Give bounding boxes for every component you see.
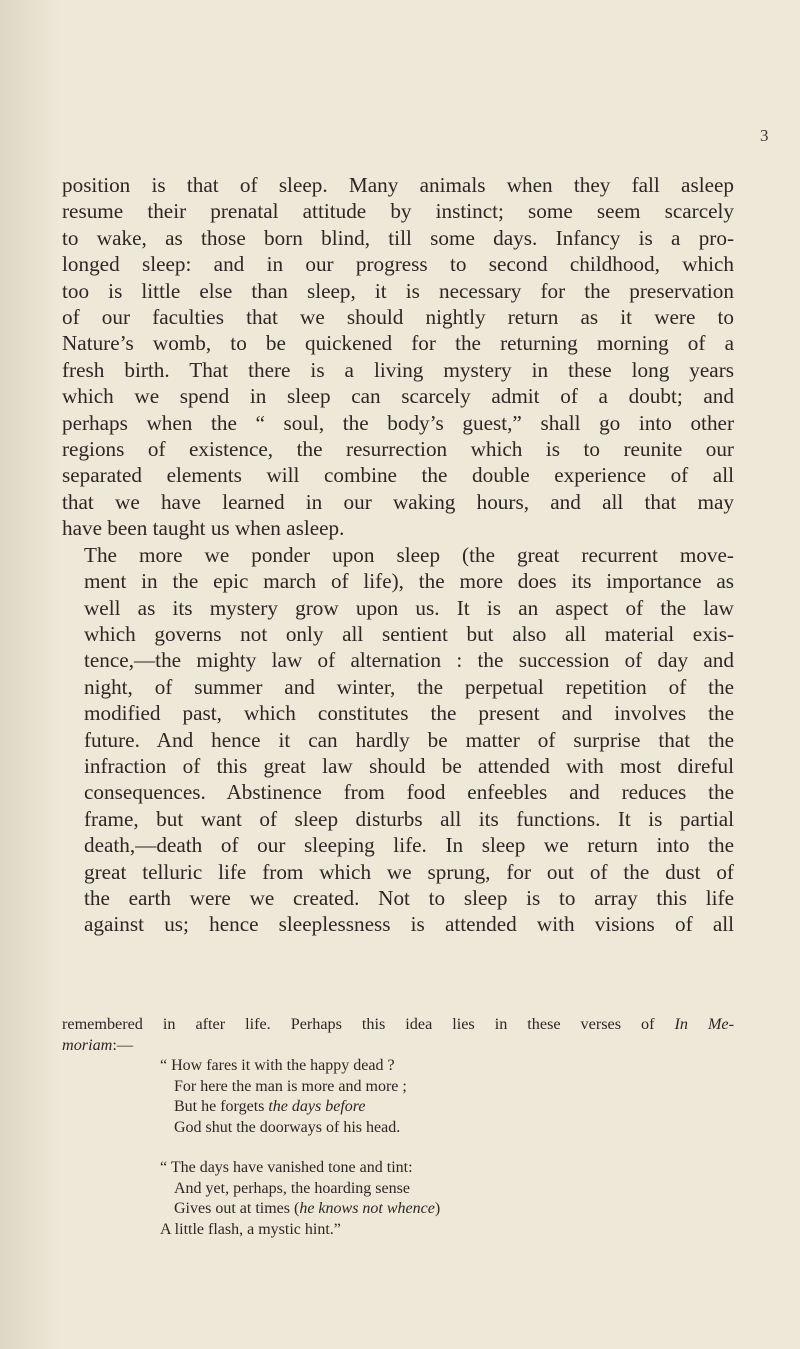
quote-intro — [62, 1014, 734, 1055]
text-line: separated elements will combine the double experience of all — [62, 463, 734, 488]
verse-line — [160, 1199, 660, 1220]
text-line: have been taught us when asleep. — [62, 516, 345, 541]
verse-line: “ The days have vanished tone and tint: — [160, 1159, 413, 1176]
quote-intro-text: :— — [112, 1035, 134, 1054]
verse-line: “ How fares it with the happy dead ? — [160, 1057, 395, 1074]
text-line: modified past, which constitutes the present and involves the — [84, 701, 734, 726]
verse-text: But he forgets — [174, 1098, 269, 1116]
text-line: to wake, as those born blind, till some days. Infancy is a pro- — [62, 225, 734, 250]
text-line: the earth were we created. Not to sleep is to array this life — [84, 885, 734, 910]
quote-intro-text: remembered in after life. Perhaps this idea lies in these verses of — [62, 1015, 655, 1033]
text-line: against us; hence sleeplessness is attended with visions of all — [84, 912, 734, 937]
text-line: longed sleep: and in our progress to second childhood, which — [62, 252, 734, 277]
text-line: resume their prenatal attitude by instinct; some seem scarcely — [62, 199, 734, 224]
text-line: regions of existence, the resurrection which is to reunite our — [62, 437, 734, 462]
verse-line: God shut the doorways of his head. — [174, 1118, 401, 1136]
text-line: future. And hence it can hardly be matter of surprise that the — [84, 727, 734, 752]
verse-line: And yet, perhaps, the hoarding sense — [174, 1179, 410, 1197]
text-line: position is that of sleep. Many animals when they fall asleep — [62, 173, 734, 197]
verse-italic: the days before — [268, 1098, 366, 1116]
text-line: that we have learned in our waking hours, and all that may — [62, 489, 734, 514]
text-line: which we spend in sleep can scarcely admit of a doubt; and — [62, 384, 734, 409]
text-line: frame, but want of sleep disturbs all its functions. It is partial — [84, 806, 734, 831]
poem-title-part: moriam — [62, 1035, 113, 1054]
poem-stanza-1 — [160, 1056, 660, 1138]
text-line: infraction of this great law should be attended with most direful — [84, 753, 734, 778]
verse-line: For here the man is more and more ; — [174, 1077, 407, 1095]
verse-italic: he knows not whence — [299, 1200, 435, 1218]
poem-title-part: In Me- — [674, 1015, 734, 1033]
page-number: 3 — [760, 126, 769, 145]
text-line: of our faculties that we should nightly return as it were to — [62, 305, 734, 330]
text-line: tence,—the mighty law of alternation : the succession of day and — [84, 648, 734, 673]
text-line: night, of summer and winter, the perpetual repetition of the — [84, 674, 734, 699]
text-line: perhaps when the “ soul, the body’s guest,” shall go into other — [62, 410, 734, 435]
text-line: fresh birth. That there is a living mystery in these long years — [62, 357, 734, 382]
quote-intro-line — [62, 1014, 734, 1035]
verse-line — [160, 1097, 660, 1118]
text-line: Nature’s womb, to be quickened for the returning morning of a — [62, 331, 734, 356]
main-text — [62, 172, 734, 938]
verse-line: A little flash, a mystic hint.” — [160, 1220, 341, 1238]
paragraph-1 — [62, 172, 734, 542]
text-line: death,—death of our sleeping life. In sleep we return into the — [84, 833, 734, 858]
verse-text: ) — [434, 1200, 441, 1218]
poem-stanza-2 — [160, 1158, 660, 1240]
text-line: too is little else than sleep, it is necessary for the preservation — [62, 278, 734, 303]
quote-intro-line — [62, 1035, 734, 1056]
verse-text: Gives out at times ( — [174, 1200, 300, 1218]
text-line: great telluric life from which we sprung, for out of the dust of — [84, 859, 734, 884]
text-line: The more we ponder upon sleep (the great recurrent move- — [84, 542, 734, 567]
paragraph-2 — [62, 542, 734, 938]
text-line: consequences. Abstinence from food enfeebles and reduces the — [84, 780, 734, 805]
text-line: ment in the epic march of life), the more does its importance as — [84, 569, 734, 594]
text-line: which governs not only all sentient but also all material exis- — [84, 621, 734, 646]
text-line: well as its mystery grow upon us. It is an aspect of the law — [84, 595, 734, 620]
